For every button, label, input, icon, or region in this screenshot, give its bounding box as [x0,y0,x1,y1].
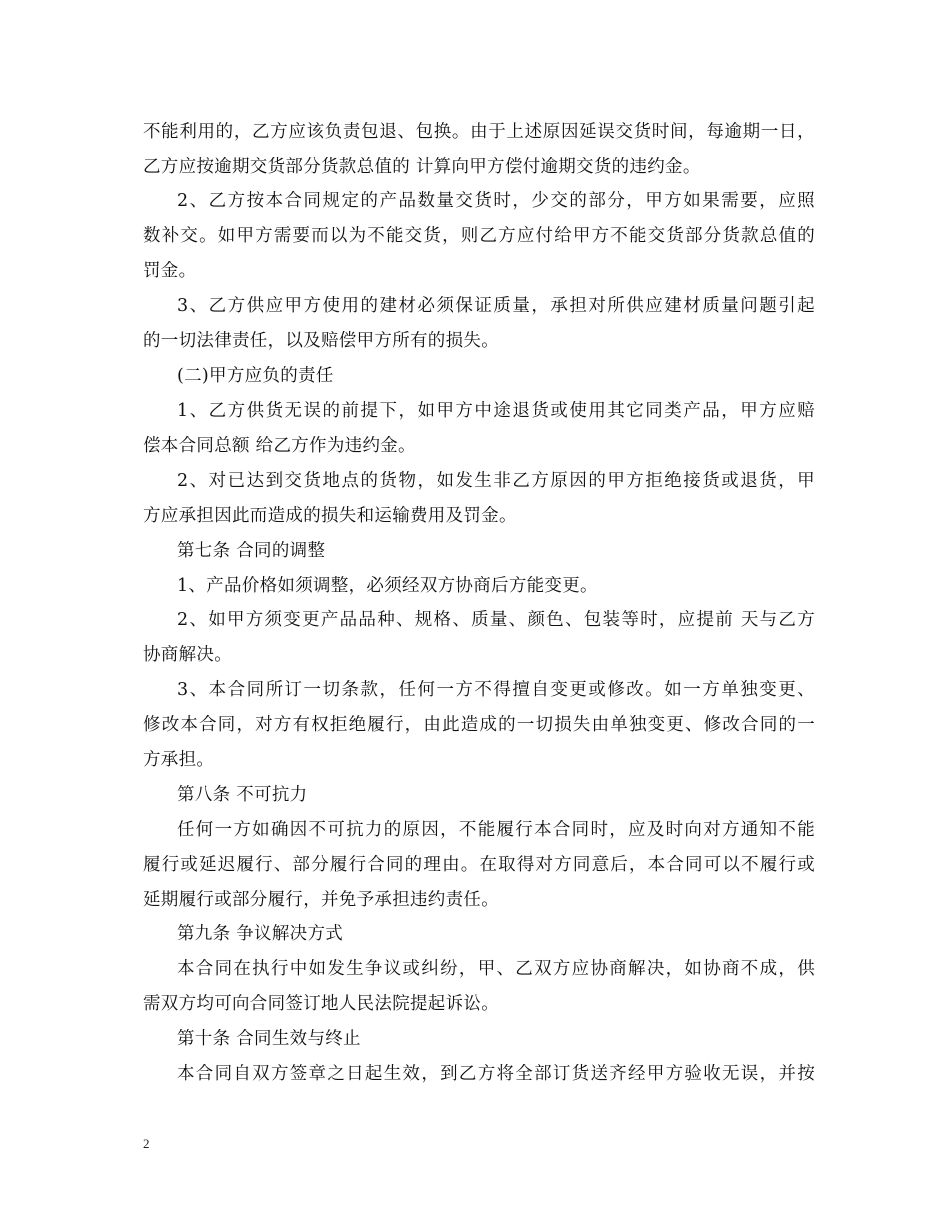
text-line: 延期履行或部分履行，并免予承担违约责任。 [143,890,499,910]
text-line: 乙方应按逾期交货部分货款总值的 计算向甲方偿付逾期交货的违约金。 [143,157,701,177]
text-line: 本合同在执行中如发生争议或纠纷，甲、乙双方应协商解决，如协商不成，供 [177,959,815,979]
text-line: 协商解决。 [143,645,232,665]
text-line: 2、对已达到交货地点的货物，如发生非乙方原因的甲方拒绝接货或退货，甲 [177,471,815,491]
text-line: 罚金。 [143,261,197,281]
text-line: 修改本合同，对方有权拒绝履行，由此造成的一切损失由单独变更、修改合同的一 [143,715,815,735]
text-line: 偿本合同总额 给乙方作为违约金。 [143,436,416,456]
text-line: 的一切法律责任，以及赔偿甲方所有的损失。 [143,331,499,351]
text-line: 2、如甲方须变更产品品种、规格、质量、颜色、包装等时，应提前 天与乙方 [177,610,815,630]
text-line: 方应承担因此而造成的损失和运输费用及罚金。 [143,506,517,526]
text-line: 数补交。如甲方需要而以为不能交货，则乙方应付给甲方不能交货部分货款总值的 [143,226,815,246]
text-line: 方承担。 [143,750,215,770]
text-line: 任何一方如确因不可抗力的原因，不能履行本合同时，应及时向对方通知不能 [177,820,815,840]
text-line: 履行或延迟履行、部分履行合同的理由。在取得对方同意后，本合同可以不履行或 [143,855,815,875]
text-line: 3、乙方供应甲方使用的建材必须保证质量，承担对所供应建材质量问题引起 [177,296,815,316]
text-line: 1、产品价格如须调整，必须经双方协商后方能变更。 [177,576,598,596]
text-line: 不能利用的，乙方应该负责包退、包换。由于上述原因延误交货时间，每逾期一日， [143,122,815,142]
section-heading: 第十条 合同生效与终止 [177,1029,361,1049]
text-line: 本合同自双方签章之日起生效，到乙方将全部订货送齐经甲方验收无误，并按 [177,1064,815,1084]
section-heading: 第八条 不可抗力 [177,785,308,805]
section-heading: (二)甲方应负的责任 [177,366,334,386]
text-line: 1、乙方供货无误的前提下，如甲方中途退货或使用其它同类产品，甲方应赔 [177,401,815,421]
section-heading: 第七条 合同的调整 [177,541,326,561]
text-line: 需双方均可向合同签订地人民法院提起诉讼。 [143,994,499,1014]
text-line: 2、乙方按本合同规定的产品数量交货时，少交的部分，甲方如果需要，应照 [177,191,815,211]
section-heading: 第九条 争议解决方式 [177,924,344,944]
text-line: 3、本合同所订一切条款，任何一方不得擅自变更或修改。如一方单独变更、 [177,680,815,700]
page-number: 2 [143,1136,150,1151]
